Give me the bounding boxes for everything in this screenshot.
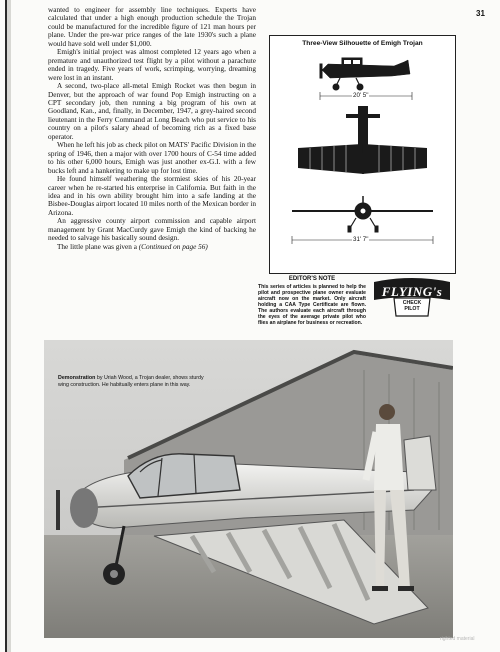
- article-paragraph-1: wanted to engineer for assembly line techniques. Experts have calculated that under a high enough production schedule the Trojan could be manufactured for the incredible figure of 121 man hours per plane. Under the pre-war price ranges of the late 1930's such a plane would have sold well under $1,000.: [48, 6, 256, 48]
- editors-note: [258, 276, 366, 326]
- page-number: 31: [476, 9, 485, 18]
- photo-caption: [58, 375, 208, 388]
- editors-note-body: This series of articles is planned to help the pilot and prospective plane owner evaluate aircraft now on the market. Only aircraft holding a CAA Type Certificate are flown. The authors evaluate each aircraft through the eyes of the average private pilot who flies an airplane for business or recreation.: [258, 284, 366, 326]
- continued-link[interactable]: (Continued on page 56): [138, 242, 208, 251]
- span-dimension-label: 31' 7": [353, 236, 369, 243]
- article-paragraph-6: An aggressive county airport commission and capable airport management by Grant MacCurdy gave Emigh the kind of backing he needed to salvage his basically sound design.: [48, 217, 256, 243]
- logo-sub-line-1: CHECK: [402, 300, 422, 306]
- silhouette-title: Three-View Silhouette of Emigh Trojan: [302, 40, 423, 47]
- front-view: [292, 196, 433, 232]
- logo-main-text: FLYING's: [381, 284, 443, 299]
- article-paragraph-3: A second, two-place all-metal Emigh Rocket was then begun in Denver, but the approach of war found Pop Emigh instructing on a CPT secondary job, then running a big program of his own at Goodland, Kan., and, finally, in December, 1947, a grey-haired second lieutenant in the Ferry Command at Long Beach who put service to his country on a pilot's salary ahead of becoming rich as a fixed base operator.: [48, 82, 256, 141]
- three-view-silhouette: [269, 35, 456, 274]
- article-paragraph-2: Emigh's initial project was almost completed 12 years ago when a premature and unauthorized test flight by a pilot without a parachute ended in tragedy. Five years of work, scrimping, worrying, dreaming were lost in an instant.: [48, 48, 256, 82]
- caption-lead: Demonstration: [58, 375, 96, 381]
- article-column: [48, 6, 256, 251]
- article-paragraph-5: He found himself weathering the stormiest skies of his 20-year career when he re-started his enterprise in California. But faith in the idea and in his own ability brought him into a safe landing at the Bisbee-Douglas airport located 10 miles north of the Mexican border in Arizona.: [48, 175, 256, 217]
- article-paragraph-7: [48, 243, 256, 251]
- last-line-text: The little plane was given a: [57, 242, 137, 251]
- logo-sub-text: [396, 301, 428, 312]
- check-pilot-logo: [370, 272, 454, 318]
- watermark: righted material: [440, 636, 475, 642]
- article-paragraph-4: When he left his job as check pilot on MATS' Pacific Division in the spring of 1946, then a major with over 1700 hours of C-54 time added to his other 6,000 hours, Emigh was just another ex-G.I. with a few bucks left and a hankering to make up for lost time.: [48, 141, 256, 175]
- caption-body: by Uriah Wood, a Trojan dealer, shows sturdy wing construction. He habitually enters plane in this way.: [58, 375, 204, 388]
- logo-sub-line-2: PILOT: [404, 305, 420, 312]
- side-view: [320, 58, 410, 90]
- top-view: [298, 106, 427, 174]
- length-dimension-label: 20' 5": [353, 92, 369, 99]
- editors-note-title: EDITOR'S NOTE: [288, 276, 336, 282]
- scan-edge: [5, 0, 11, 652]
